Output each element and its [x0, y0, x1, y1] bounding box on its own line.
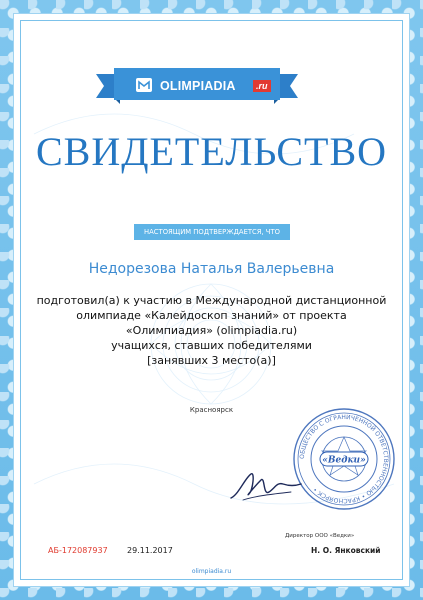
body-line: олимпиаде «Калейдоскоп знаний» от проекта — [76, 309, 347, 322]
director-signature — [225, 456, 305, 506]
director-name: Н. О. Янковский — [311, 546, 381, 555]
body-line: «Олимпиадия» (olimpiadia.ru) — [125, 324, 298, 337]
body-line: [занявших 3 место(а)] — [147, 354, 276, 367]
body-line: учащихся, ставших победителями — [111, 339, 312, 352]
certificate-body — [0, 293, 423, 368]
city: Красноярск — [189, 406, 234, 414]
issue-date: 29.11.2017 — [127, 546, 173, 555]
confirmation-banner: НАСТОЯЩИМ ПОДТВЕРЖДАЕТСЯ, ЧТО — [134, 224, 290, 240]
certificate-title: СВИДЕТЕЛЬСТВО — [35, 129, 388, 174]
body-line: подготовил(а) к участию в Международной дистанционной — [36, 294, 387, 307]
logo-suffix: .ru — [253, 80, 271, 92]
footer-url: olimpiadia.ru — [191, 568, 232, 575]
seal-ring-text: ОБЩЕСТВО С ОГРАНИЧЕННОЙ ОТВЕТСТВЕННОСТЬЮ • КРАСНОЯРСК • — [298, 413, 390, 505]
official-seal — [290, 405, 398, 513]
director-title: Директор ООО «Ведки» — [285, 533, 355, 539]
logo-text: OLIMPIADIA — [160, 79, 236, 93]
recipient-name: Недорезова Наталья Валерьевна — [88, 261, 335, 277]
seal-center-text: «Ведки» — [322, 455, 366, 466]
certificate-number: АБ-172087937 — [48, 546, 108, 555]
olimpiadia-logo-icon — [135, 77, 153, 93]
